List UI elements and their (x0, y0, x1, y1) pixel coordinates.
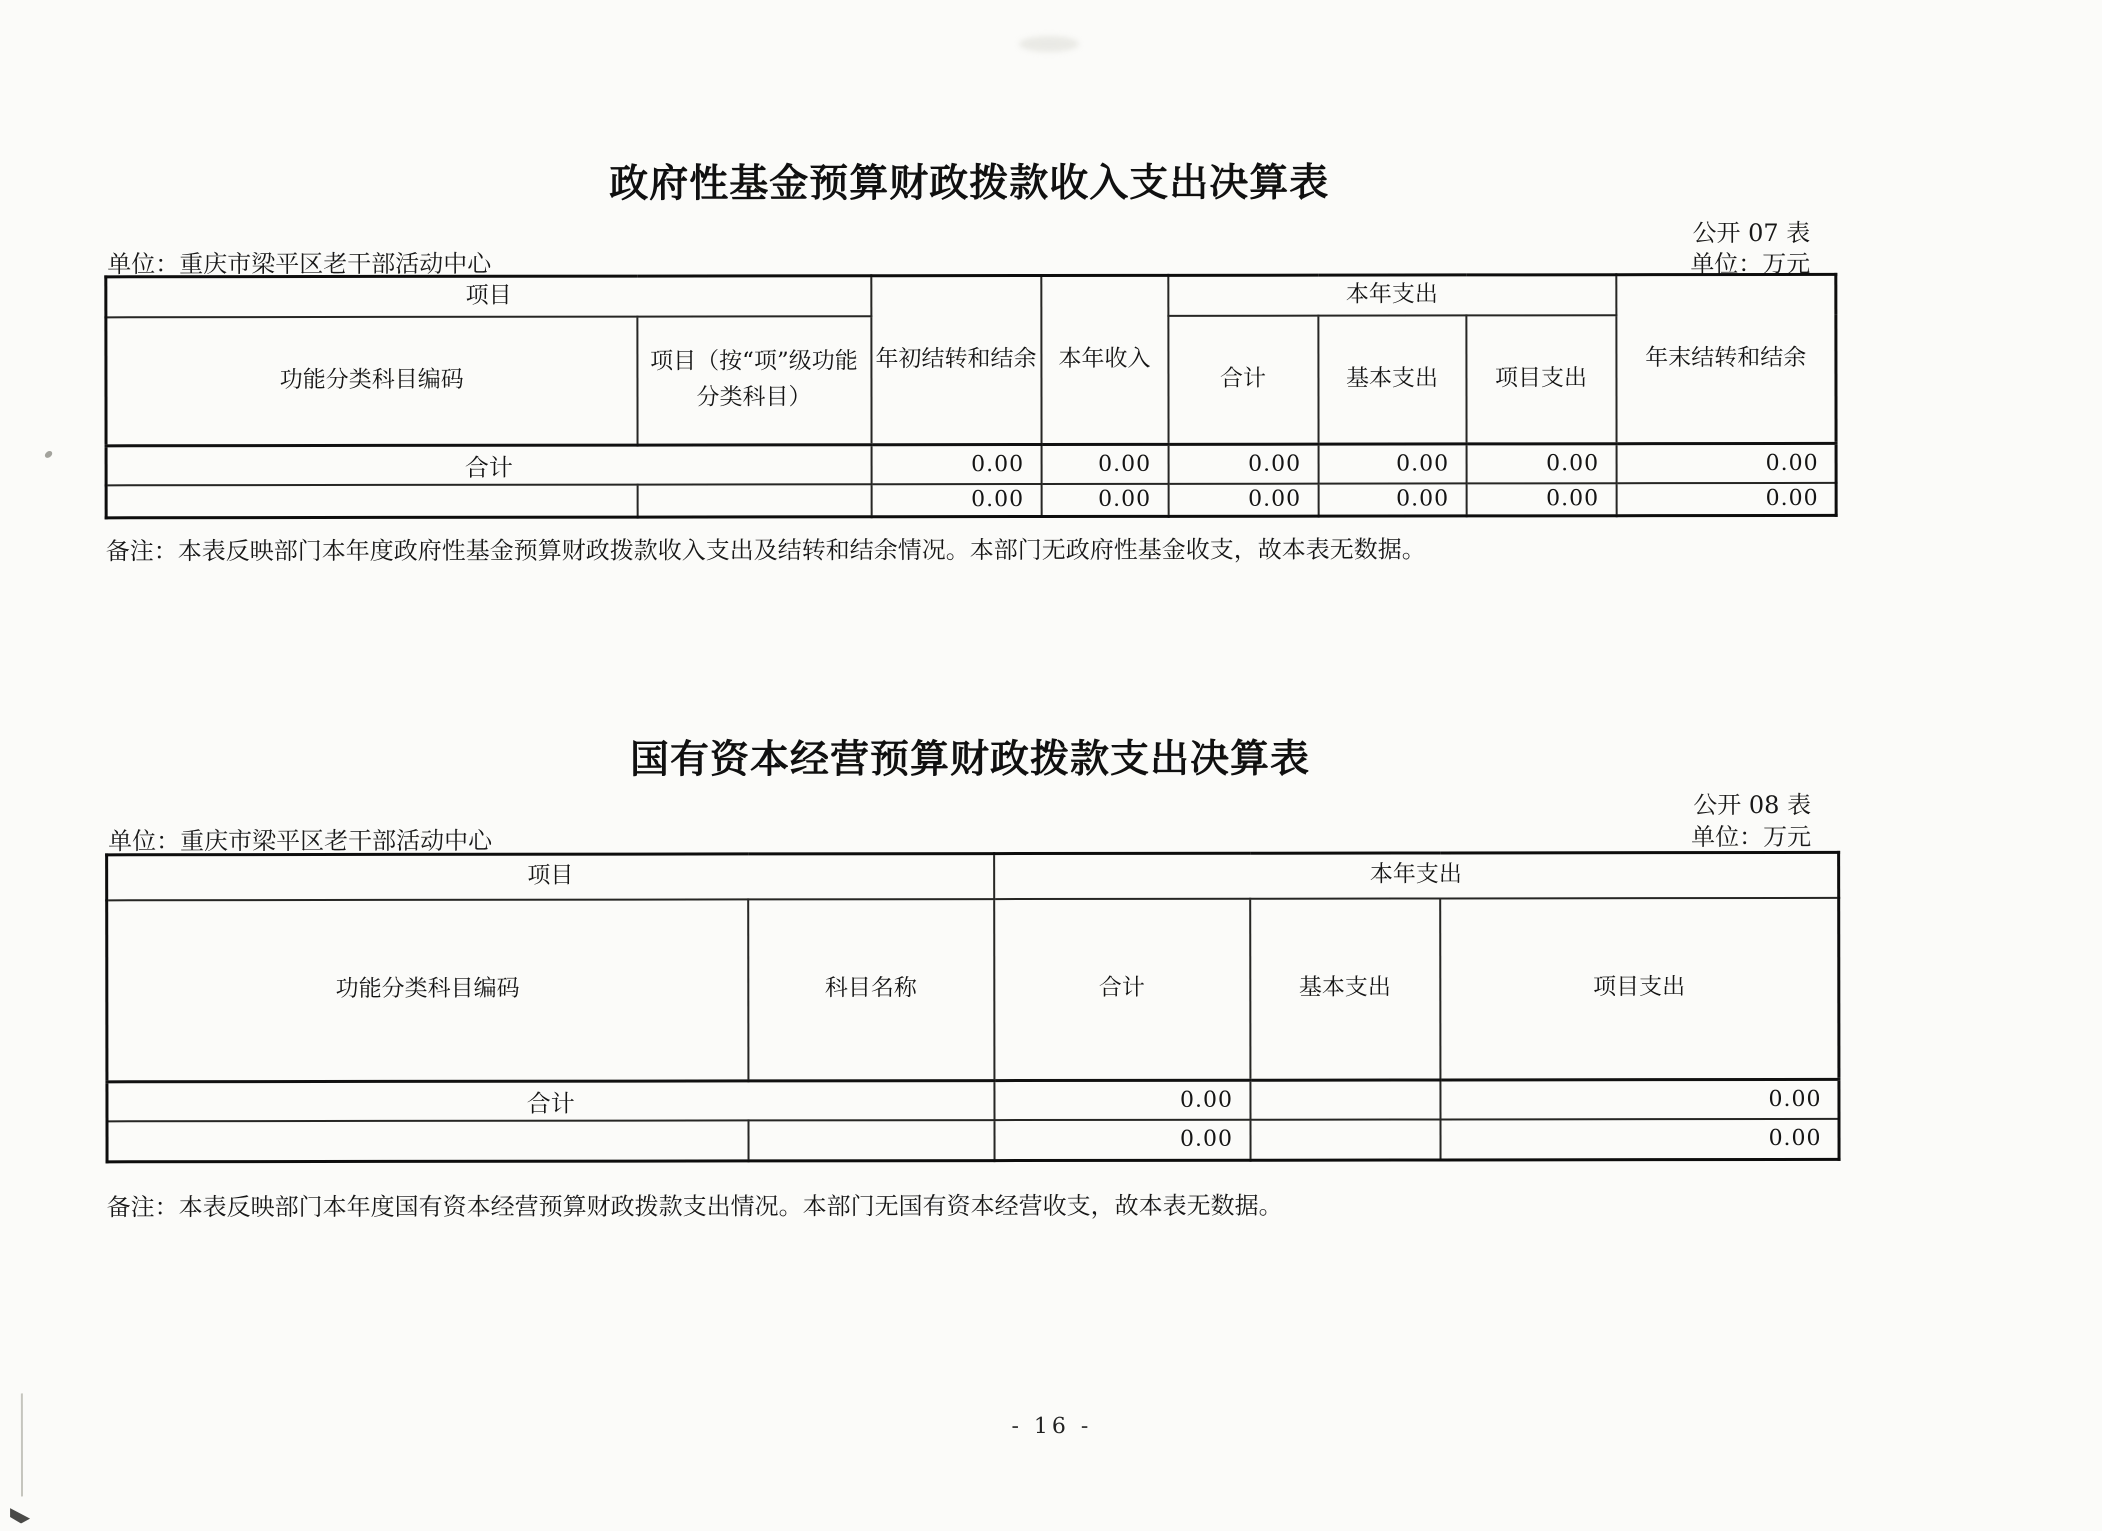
t1-detail-project-expense-cell: 0.00 (1466, 483, 1616, 515)
t2-detail-row (107, 1119, 1839, 1161)
t1-total-project-expense-cell: 0.00 (1466, 444, 1616, 484)
t2-detail-project-expense-cell: 0.00 (1440, 1119, 1839, 1160)
t1-total-label-cell: 合计 (106, 445, 871, 486)
table1-note: 备注：本表反映部门本年度政府性基金预算财政拨款收入支出及结转和结余情况。本部门无政府性基金收支，故本表无数据。 (105, 535, 1426, 566)
t2-total-row (107, 1079, 1839, 1121)
t2-header-project-expense: 项目支出 (1440, 897, 1839, 1080)
t2-detail-func-code-cell (107, 1120, 748, 1161)
scan-artifact-line (21, 1393, 23, 1496)
t1-detail-begin-balance-cell: 0.00 (871, 484, 1041, 516)
table1-money-unit: 单位：万元 (1690, 249, 1811, 279)
table1-form-code: 公开 07 表 (1692, 218, 1811, 248)
t2-total-label-cell: 合计 (107, 1081, 994, 1122)
table1-title: 政府性基金预算财政拨款收入支出决算表 (609, 159, 1330, 207)
t1-header-project-expense: 项目支出 (1466, 315, 1616, 444)
t1-detail-row (106, 483, 1836, 517)
t1-header-func-code: 功能分类科目编码 (106, 316, 637, 446)
scan-artifact-corner-mark (10, 1506, 30, 1523)
state-capital-table (105, 851, 1840, 1163)
t2-detail-expense-total-cell: 0.00 (994, 1120, 1250, 1160)
t1-total-expense-total-cell: 0.00 (1168, 444, 1318, 484)
t1-total-year-income-cell: 0.00 (1041, 444, 1168, 484)
t2-header-year-expense-group: 本年支出 (994, 852, 1839, 898)
table2-title: 国有资本经营预算财政拨款支出决算表 (629, 735, 1311, 783)
t1-detail-basic-expense-cell: 0.00 (1318, 484, 1466, 516)
t1-detail-expense-total-cell: 0.00 (1168, 484, 1318, 516)
t1-header-basic-expense: 基本支出 (1318, 315, 1466, 444)
t1-total-row (106, 444, 1836, 486)
t2-total-project-expense-cell: 0.00 (1440, 1079, 1839, 1119)
t2-total-basic-expense-cell (1250, 1080, 1440, 1120)
t1-detail-item-cell (637, 484, 871, 516)
t1-detail-func-code-cell (106, 485, 637, 518)
t1-header-begin-balance: 年初结转和结余 (871, 276, 1041, 445)
t1-header-end-balance: 年末结转和结余 (1616, 274, 1836, 443)
t2-header-total: 合计 (994, 898, 1250, 1080)
t1-header-item-by-level: 项目（按“项”级功能分类科目） (637, 316, 871, 445)
t1-detail-end-balance-cell: 0.00 (1616, 483, 1836, 515)
t1-total-basic-expense-cell: 0.00 (1318, 444, 1466, 484)
t1-total-end-balance-cell: 0.00 (1616, 444, 1836, 484)
t1-header-project-group: 项目 (106, 276, 871, 317)
table2-form-code: 公开 08 表 (1693, 790, 1812, 820)
t1-detail-year-income-cell: 0.00 (1041, 484, 1168, 516)
t2-detail-basic-expense-cell (1250, 1119, 1440, 1159)
t1-header-total: 合计 (1168, 315, 1318, 444)
scan-artifact-speck (44, 449, 53, 459)
scan-artifact-smudge (1019, 36, 1079, 52)
table2-money-unit: 单位：万元 (1691, 822, 1812, 852)
t2-header-basic-expense: 基本支出 (1250, 898, 1440, 1080)
table2-org-unit: 单位：重庆市梁平区老干部活动中心 (108, 826, 493, 856)
page-number: - 16 - (1011, 1413, 1093, 1440)
t1-total-begin-balance-cell: 0.00 (871, 445, 1041, 485)
table1-org-unit: 单位：重庆市梁平区老干部活动中心 (107, 249, 492, 279)
gov-fund-table (104, 273, 1837, 519)
t2-total-expense-total-cell: 0.00 (994, 1080, 1250, 1120)
t2-header-func-code: 功能分类科目编码 (107, 899, 748, 1082)
t2-header-subject-name: 科目名称 (748, 899, 994, 1081)
t2-header-project-group: 项目 (107, 854, 994, 900)
t1-header-year-expense-group: 本年支出 (1168, 275, 1616, 316)
t1-header-year-income: 本年收入 (1041, 275, 1168, 444)
t2-detail-subject-name-cell (748, 1120, 994, 1160)
table2-note: 备注：本表反映部门本年度国有资本经营预算财政拨款支出情况。本部门无国有资本经营收支，故本表无数据。 (106, 1191, 1283, 1222)
